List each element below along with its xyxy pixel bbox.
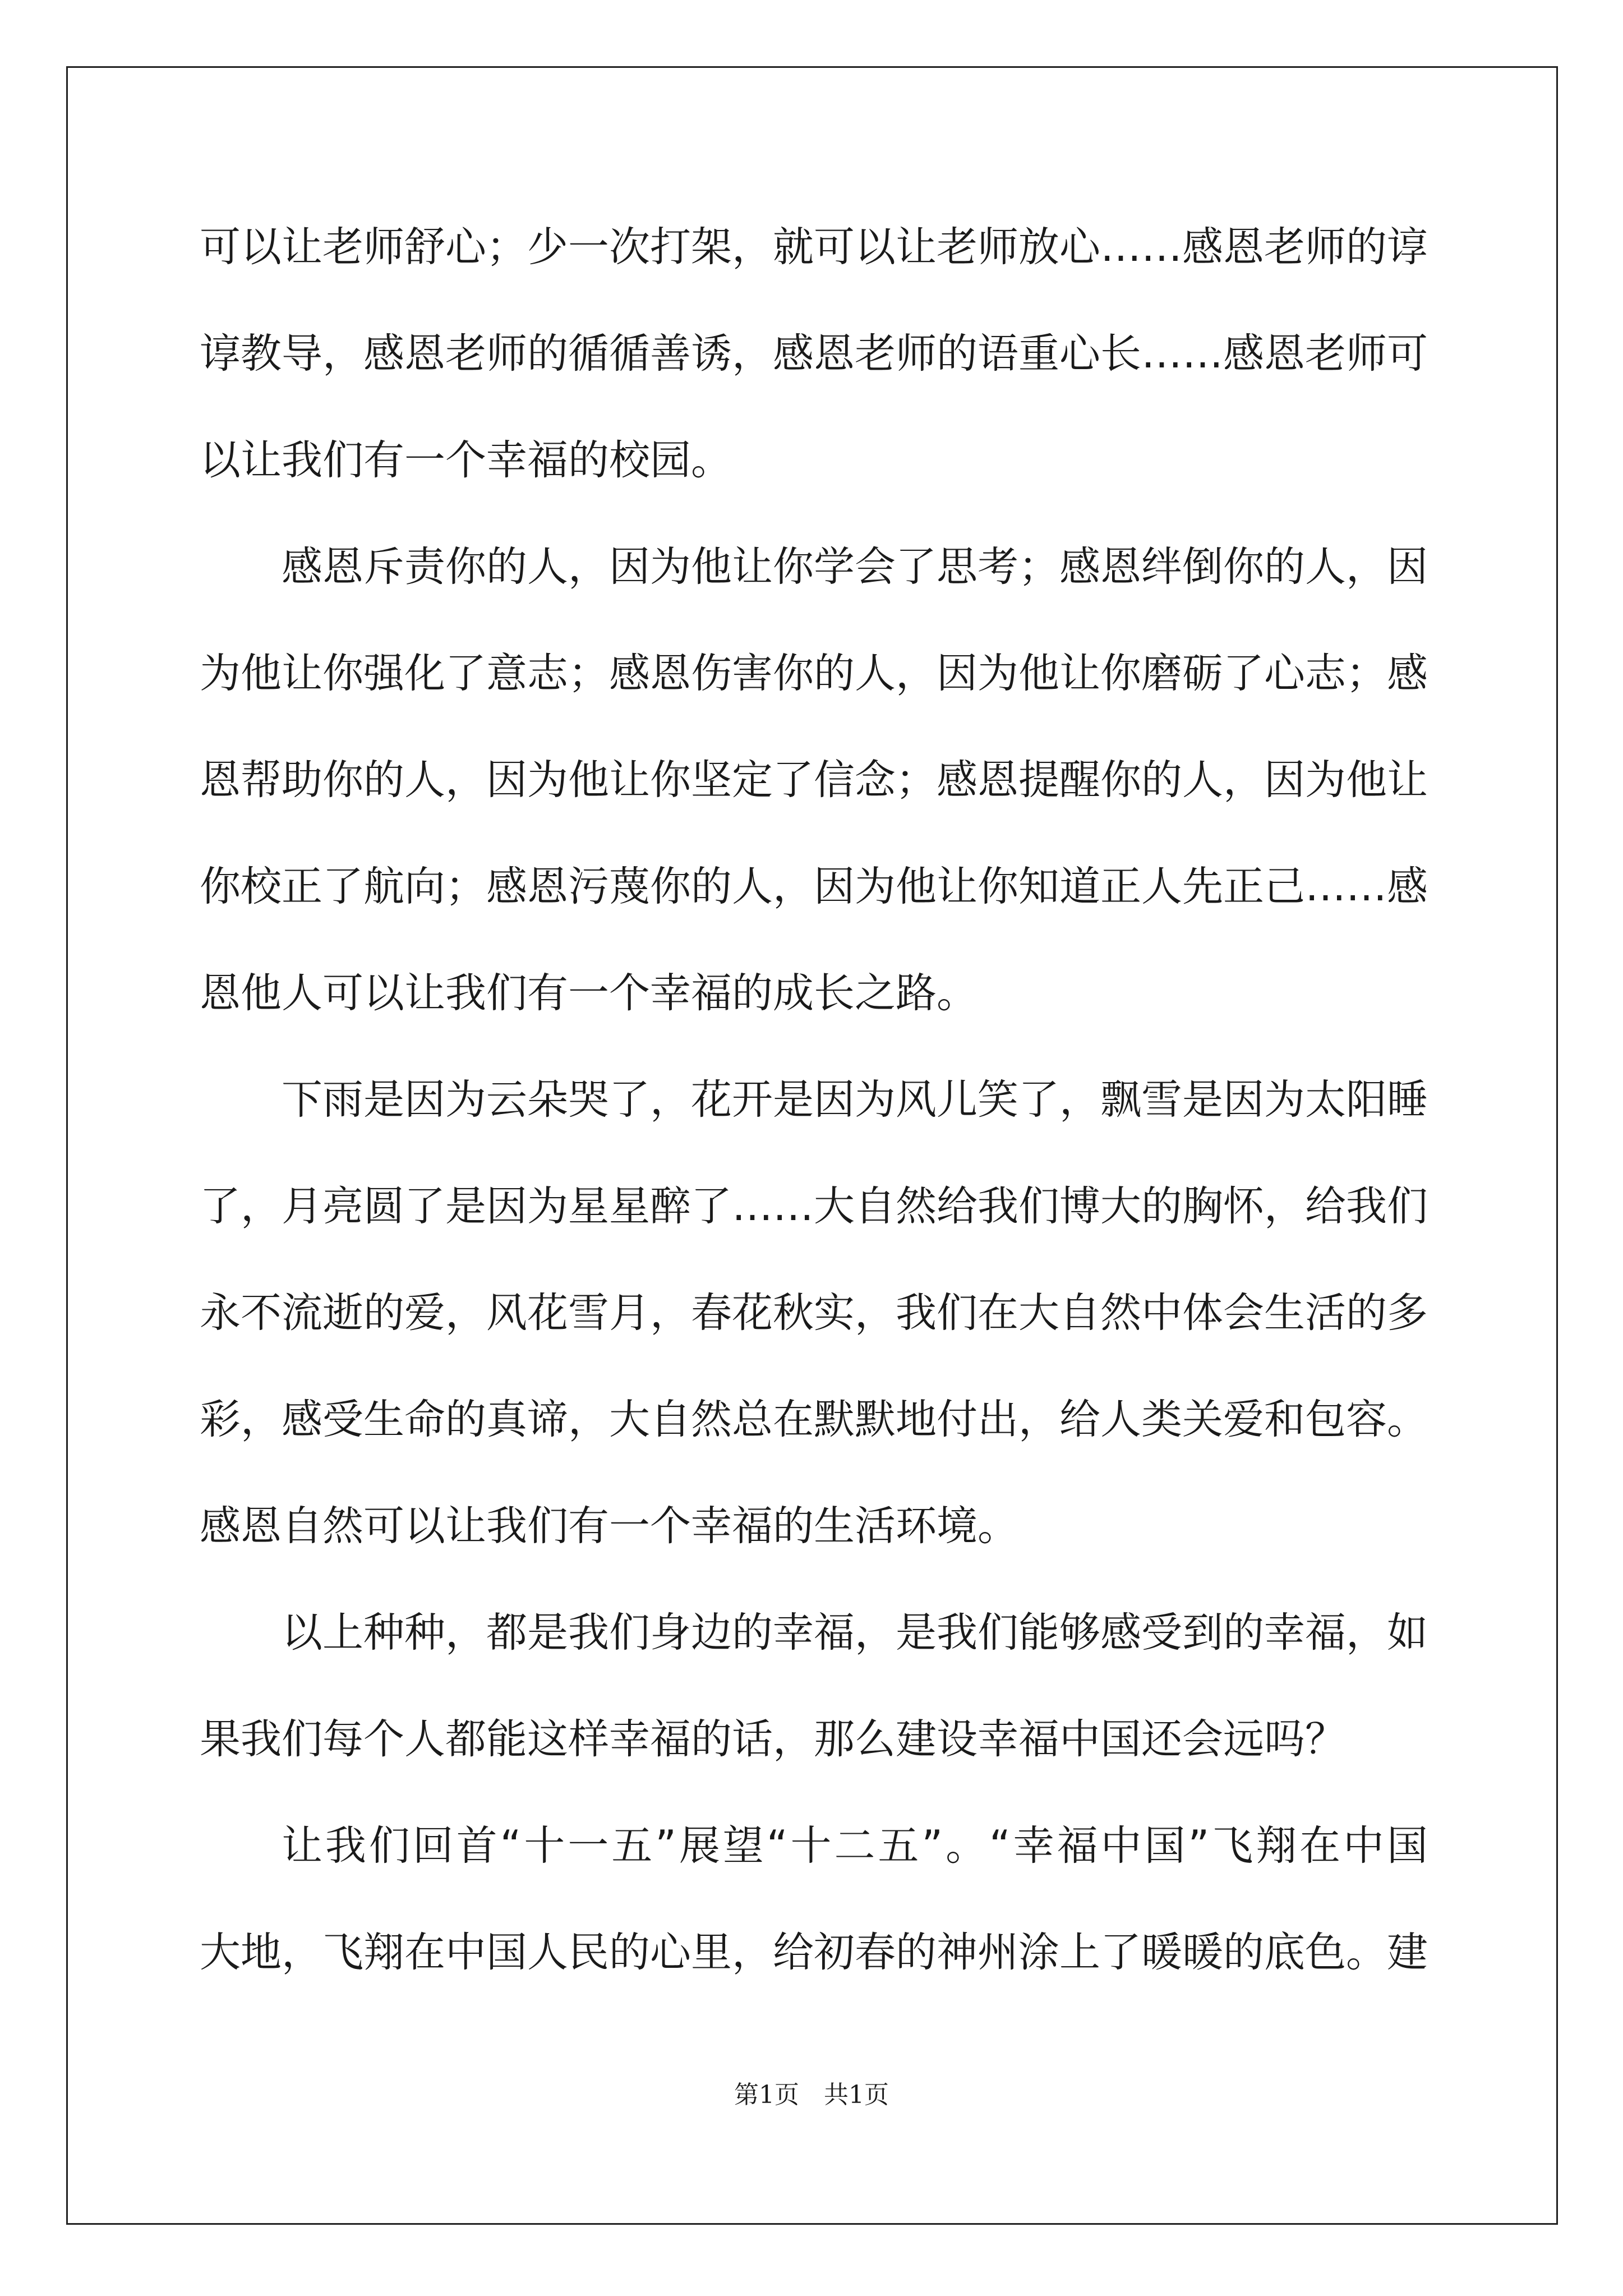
text-line: 感恩自然可以让我们有一个幸福的生活环境。 bbox=[200, 1502, 1018, 1550]
text-line: 彩，感受生命的真谛，大自然总在默默地付出，给人类关爱和包容。 bbox=[200, 1396, 1428, 1443]
paragraph bbox=[200, 514, 1428, 1047]
text-line: 恩帮助你的人，因为他让你坚定了信念；感恩提醒你的人，因为他让 bbox=[200, 756, 1428, 804]
paragraph bbox=[200, 194, 1428, 514]
text-line: 让我们回首“十一五”展望“十二五”。“幸福中国”飞翔在中国 bbox=[282, 1822, 1428, 1870]
text-line: 果我们每个人都能这样幸福的话，那么建设幸福中国还会远吗？ bbox=[200, 1715, 1346, 1763]
text-line: 了，月亮圆了是因为星星醉了……大自然给我们博大的胸怀，给我们 bbox=[200, 1182, 1428, 1230]
text-line: 以上种种，都是我们身边的幸福，是我们能够感受到的幸福，如 bbox=[282, 1609, 1428, 1657]
text-line: 你校正了航向；感恩污蔑你的人，因为他让你知道正人先正己……感 bbox=[200, 863, 1428, 910]
text-line: 以让我们有一个幸福的校园。 bbox=[200, 436, 732, 484]
text-line: 恩他人可以让我们有一个幸福的成长之路。 bbox=[200, 969, 978, 1017]
text-line: 感恩斥责你的人，因为他让你学会了思考；感恩绊倒你的人，因 bbox=[282, 543, 1428, 591]
text-line: 大地，飞翔在中国人民的心里，给初春的神州涂上了暖暖的底色。建 bbox=[200, 1929, 1428, 1976]
paragraph bbox=[200, 1793, 1428, 2006]
text-line: 谆教导，感恩老师的循循善诱，感恩老师的语重心长……感恩老师可 bbox=[200, 330, 1428, 378]
text-line: 下雨是因为云朵哭了，花开是因为风儿笑了，飘雪是因为太阳睡 bbox=[282, 1076, 1428, 1124]
paragraph bbox=[200, 1580, 1428, 1793]
paragraph bbox=[200, 1047, 1428, 1580]
text-line: 可以让老师舒心；少一次打架，就可以让老师放心……感恩老师的谆 bbox=[200, 223, 1428, 271]
text-line: 永不流逝的爱，风花雪月，春花秋实，我们在大自然中体会生活的多 bbox=[200, 1289, 1428, 1337]
text-line: 为他让你强化了意志；感恩伤害你的人，因为他让你磨砺了心志；感 bbox=[200, 650, 1428, 697]
page-number-footer: 第1页 共1页 bbox=[734, 2081, 889, 2109]
document-body bbox=[200, 194, 1428, 2006]
